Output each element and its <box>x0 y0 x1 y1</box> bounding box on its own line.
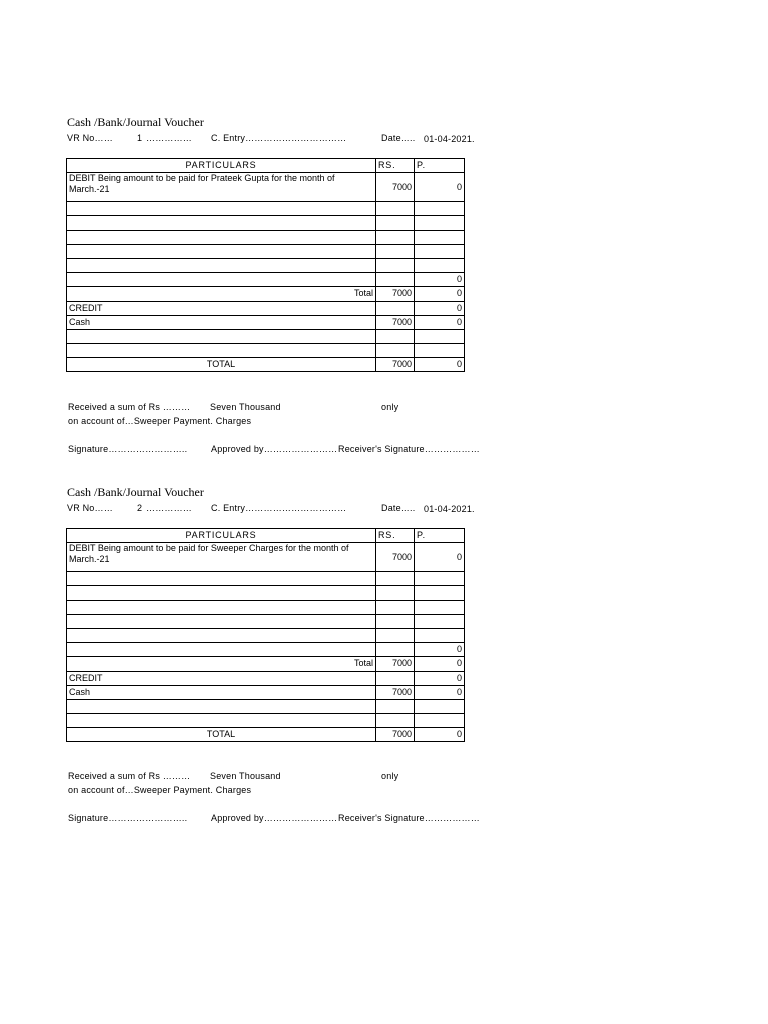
blank-row <box>67 202 465 216</box>
voucher-table <box>66 528 465 742</box>
credit-row <box>67 671 465 685</box>
blank-row <box>67 600 465 614</box>
vr-number: 1 <box>137 133 143 143</box>
cash-p: 0 <box>415 315 465 329</box>
approved-by-line: Approved by…………………… <box>211 813 338 823</box>
blank-p: 0 <box>415 643 465 657</box>
blank-row <box>67 230 465 244</box>
cash-rs: 7000 <box>376 685 415 699</box>
rs-header: RS. <box>376 529 415 543</box>
received-label: Received a sum of Rs ……… <box>68 771 191 781</box>
blank-row <box>67 628 465 642</box>
debit-row <box>67 173 465 202</box>
received-label: Received a sum of Rs ……… <box>68 402 191 412</box>
credit-p: 0 <box>415 671 465 685</box>
total-rs: 7000 <box>376 657 415 671</box>
grand-total-rs: 7000 <box>376 728 415 742</box>
table-header-row <box>67 159 465 173</box>
date-value: 01-04-2021. <box>424 504 475 514</box>
total-p: 0 <box>415 657 465 671</box>
grand-total-p: 0 <box>415 728 465 742</box>
blank-row <box>67 714 465 728</box>
vr-no-label: VR No…… <box>67 133 113 143</box>
blank-row <box>67 614 465 628</box>
debit-row <box>67 543 465 572</box>
blank-row <box>67 586 465 600</box>
particulars-header: PARTICULARS <box>67 159 376 173</box>
total-rs: 7000 <box>376 287 415 301</box>
vr-number-dots: …………… <box>146 503 192 513</box>
c-entry: C. Entry…………………………… <box>211 133 347 143</box>
received-amount: Seven Thousand <box>210 402 281 412</box>
blank-row-zero <box>67 273 465 287</box>
grand-total-row <box>67 728 465 742</box>
receiver-signature-line: Receiver's Signature……………… <box>338 813 480 823</box>
voucher-title: Cash /Bank/Journal Voucher <box>67 115 204 129</box>
grand-total-row <box>67 358 465 372</box>
cash-p: 0 <box>415 685 465 699</box>
credit-p: 0 <box>415 301 465 315</box>
cash-label: Cash <box>67 685 376 699</box>
signature-line: Signature…………………….. <box>68 813 188 823</box>
credit-label: CREDIT <box>67 301 376 315</box>
blank-row <box>67 329 465 343</box>
date-label: Date….. <box>381 133 416 143</box>
voucher-1 <box>0 115 768 475</box>
debit-rs: 7000 <box>376 543 415 572</box>
approved-by-line: Approved by…………………… <box>211 444 338 454</box>
received-amount: Seven Thousand <box>210 771 281 781</box>
rs-header: RS. <box>376 159 415 173</box>
debit-p: 0 <box>415 543 465 572</box>
on-account: on account of…Sweeper Payment. Charges <box>68 416 252 426</box>
grand-total-p: 0 <box>415 358 465 372</box>
total-label: Total <box>67 287 376 301</box>
grand-total-label: TOTAL <box>67 728 376 742</box>
p-header: P. <box>415 529 465 543</box>
vr-number: 2 <box>137 503 143 513</box>
cash-row <box>67 685 465 699</box>
p-header: P. <box>415 159 465 173</box>
debit-p: 0 <box>415 173 465 202</box>
cash-rs: 7000 <box>376 315 415 329</box>
total-row <box>67 287 465 301</box>
blank-row <box>67 572 465 586</box>
total-row <box>67 657 465 671</box>
blank-row <box>67 699 465 713</box>
cash-row <box>67 315 465 329</box>
date-label: Date….. <box>381 503 416 513</box>
received-only: only <box>381 771 399 781</box>
voucher-table <box>66 158 465 372</box>
c-entry: C. Entry…………………………… <box>211 503 347 513</box>
debit-rs: 7000 <box>376 173 415 202</box>
received-only: only <box>381 402 399 412</box>
voucher-2 <box>0 485 768 845</box>
debit-description: DEBIT Being amount to be paid for Sweeper Charges for the month of March.-21 <box>67 543 376 572</box>
vr-no-label: VR No…… <box>67 503 113 513</box>
on-account: on account of…Sweeper Payment. Charges <box>68 785 252 795</box>
blank-p: 0 <box>415 273 465 287</box>
grand-total-label: TOTAL <box>67 358 376 372</box>
total-label: Total <box>67 657 376 671</box>
signature-line: Signature…………………….. <box>68 444 188 454</box>
grand-total-rs: 7000 <box>376 358 415 372</box>
table-header-row <box>67 529 465 543</box>
cash-label: Cash <box>67 315 376 329</box>
blank-row <box>67 216 465 230</box>
total-p: 0 <box>415 287 465 301</box>
blank-row-zero <box>67 643 465 657</box>
credit-label: CREDIT <box>67 671 376 685</box>
credit-row <box>67 301 465 315</box>
particulars-header: PARTICULARS <box>67 529 376 543</box>
date-value: 01-04-2021. <box>424 134 475 144</box>
blank-row <box>67 344 465 358</box>
vr-number-dots: …………… <box>146 133 192 143</box>
receiver-signature-line: Receiver's Signature……………… <box>338 444 480 454</box>
blank-row <box>67 258 465 272</box>
voucher-title: Cash /Bank/Journal Voucher <box>67 485 204 499</box>
blank-row <box>67 244 465 258</box>
debit-description: DEBIT Being amount to be paid for Prateek Gupta for the month of March.-21 <box>67 173 376 202</box>
